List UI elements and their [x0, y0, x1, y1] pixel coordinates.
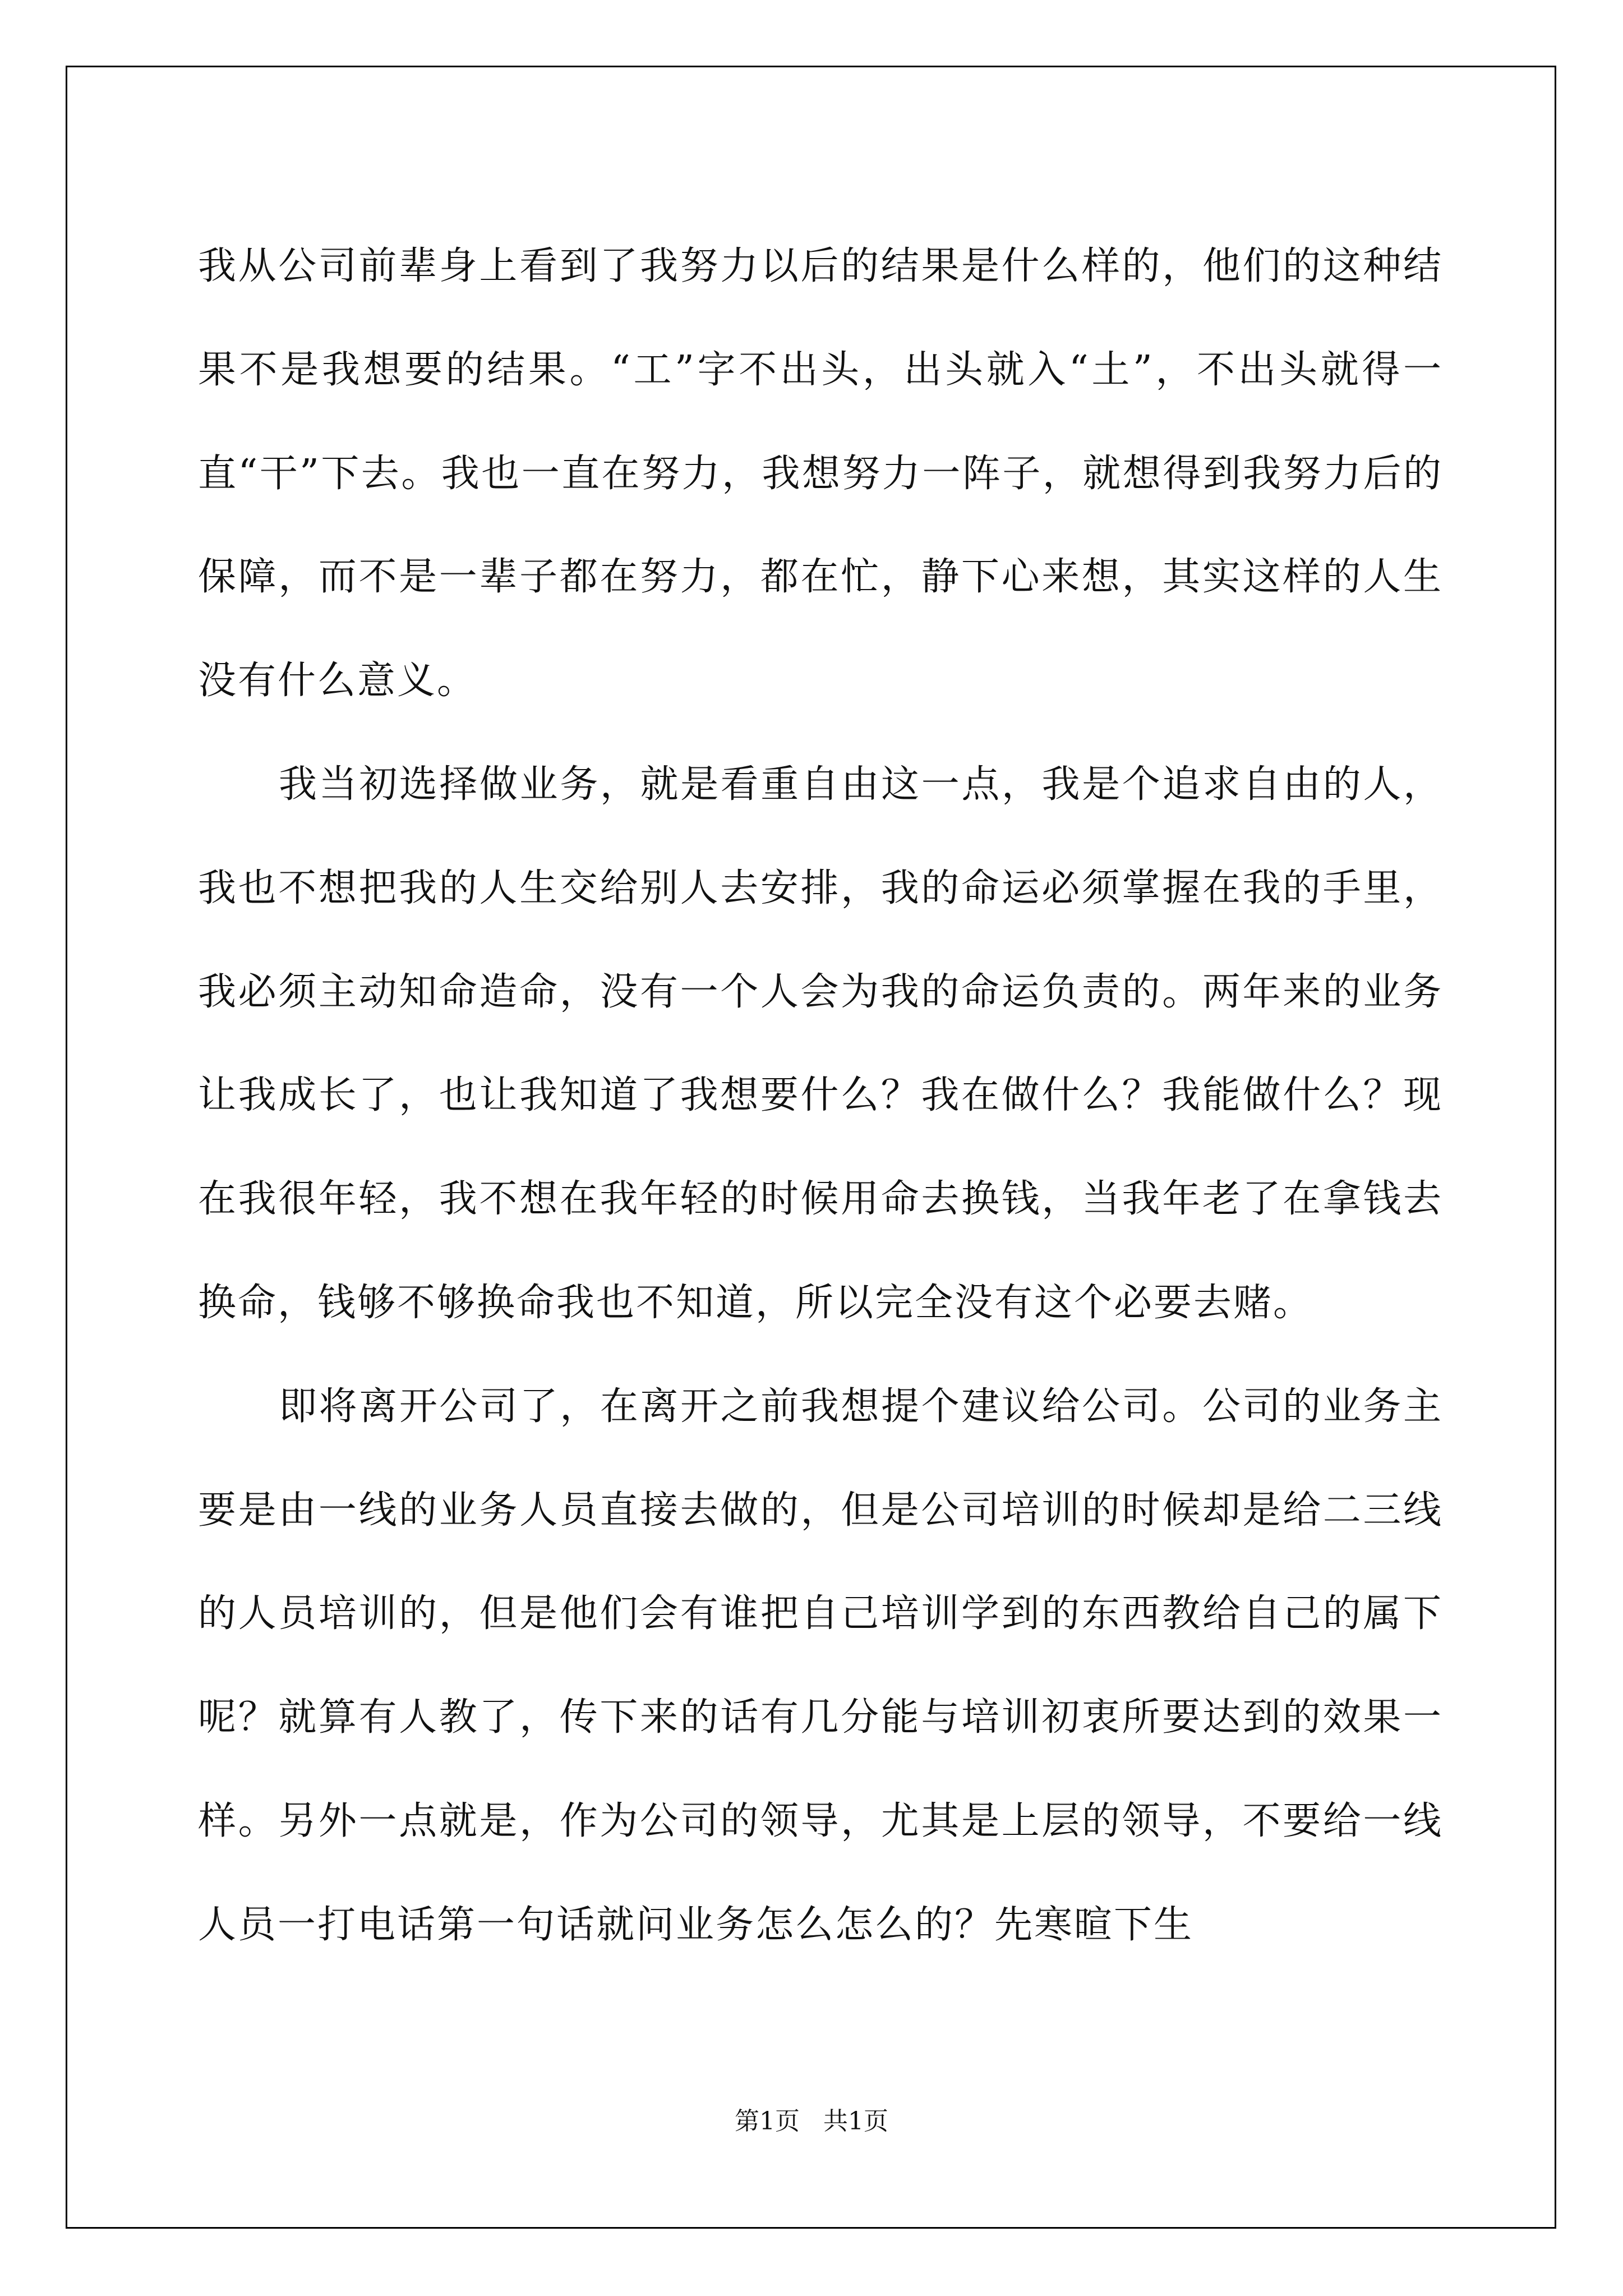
paragraph-1: 我从公司前辈身上看到了我努力以后的结果是什么样的，他们的这种结果不是我想要的结果。“工”字不出头，出头就入“土”，不出头就得一直“干”下去。我也一直在努力，我想努力一阵子，就想得到我努力后的保障，而不是一辈子都在努力，都在忙，静下心来想，其实这样的人生没有什么意义。	[198, 244, 1443, 703]
document-body	[198, 215, 1443, 1977]
paragraph-2: 我当初选择做业务，就是看重自由这一点，我是个追求自由的人，我也不想把我的人生交给别人去安排，我的命运必须掌握在我的手里，我必须主动知命造命，没有一个人会为我的命运负责的。两年来的业务让我成长了，也让我知道了我想要什么？我在做什么？我能做什么？现在我很年轻，我不想在我年轻的时候用命去换钱，当我年老了在拿钱去换命，钱够不够换命我也不知道，所以完全没有这个必要去赌。	[198, 762, 1443, 1325]
paragraph-3: 即将离开公司了，在离开之前我想提个建议给公司。公司的业务主要是由一线的业务人员直接去做的，但是公司培训的时候却是给二三线的人员培训的，但是他们会有谁把自己培训学到的东西教给自己的属下呢？就算有人教了，传下来的话有几分能与培训初衷所要达到的效果一样。另外一点就是，作为公司的领导，尤其是上层的领导，不要给一线人员一打电话第一句话就问业务怎么怎么的？先寒暄下生	[198, 1384, 1443, 1947]
page-footer: 第1页 共1页	[735, 2107, 888, 2136]
